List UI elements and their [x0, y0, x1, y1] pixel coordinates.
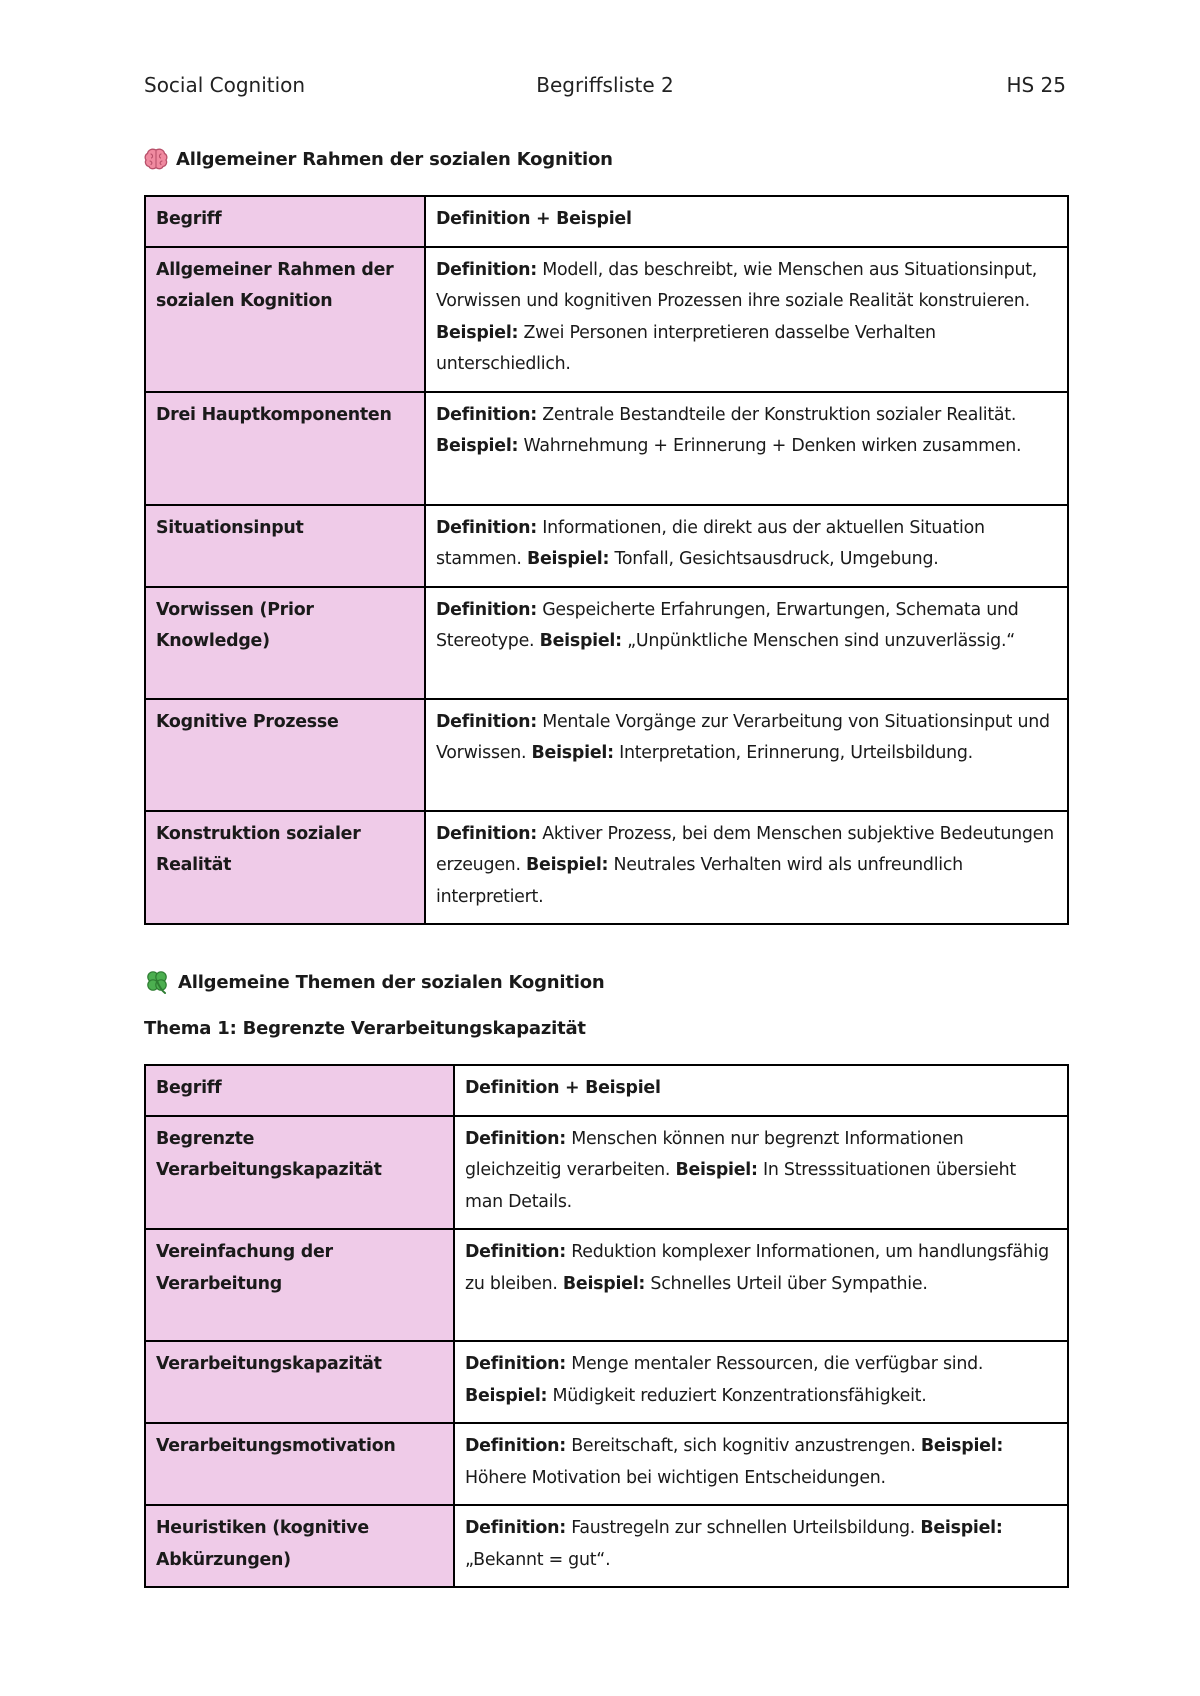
definition-text: Reduktion komplexer Informationen, um handlungsfähig zu bleiben.	[465, 1242, 1049, 1294]
definition-label: Definition:	[465, 1436, 566, 1456]
column-header-definition: Definition + Beispiel	[425, 196, 1068, 247]
definition-cell	[425, 392, 1068, 505]
definition-label: Definition:	[465, 1354, 566, 1374]
section-heading-1	[144, 148, 613, 170]
column-header-definition: Definition + Beispiel	[454, 1065, 1068, 1116]
table-row	[145, 1341, 1068, 1423]
page-header	[144, 73, 1066, 103]
example-label: Beispiel:	[920, 1436, 1004, 1456]
term-cell: Verarbeitungskapazität	[145, 1341, 454, 1423]
term-cell: Kognitive Prozesse	[145, 699, 425, 811]
example-text: In Stresssituationen übersieht man Details.	[465, 1160, 1016, 1212]
document-title: Begriffsliste 2	[536, 73, 674, 97]
definition-text: Bereitschaft, sich kognitiv anzustrengen.	[571, 1436, 916, 1456]
definition-label: Definition:	[436, 823, 537, 844]
example-text: Höhere Motivation bei wichtigen Entscheidungen.	[465, 1467, 886, 1488]
definition-cell	[425, 505, 1068, 587]
table-row	[145, 587, 1068, 699]
definition-text: Informationen, die direkt aus der aktuellen Situation stammen.	[436, 517, 985, 569]
definition-label: Definition:	[465, 1128, 566, 1149]
column-header-term: Begriff	[145, 196, 425, 247]
term-cell: Heuristiken (kognitive Abkürzungen)	[145, 1505, 454, 1587]
definition-text: Zentrale Bestandteile der Konstruktion sozialer Realität.	[542, 404, 1017, 425]
table-row	[145, 505, 1068, 587]
definition-cell	[425, 811, 1068, 925]
section-heading-2	[144, 970, 605, 994]
definition-label: Definition:	[465, 1518, 566, 1538]
definition-label: Definition:	[436, 599, 537, 620]
table-row	[145, 247, 1068, 392]
example-text: Wahrnehmung + Erinnerung + Denken wirken zusammen.	[523, 436, 1022, 456]
section-title-1: Allgemeiner Rahmen der sozialen Kognition	[176, 148, 613, 170]
example-label: Beispiel:	[465, 1385, 548, 1406]
definition-cell	[454, 1229, 1068, 1341]
definition-text: Aktiver Prozess, bei dem Menschen subjektive Bedeutungen erzeugen.	[436, 823, 1054, 875]
term-cell: Konstruktion sozialer Realität	[145, 811, 425, 925]
example-label: Beispiel:	[539, 631, 622, 651]
terms-table-2	[144, 1064, 1069, 1588]
definition-text: Mentale Vorgänge zur Verarbeitung von Situationsinput und Vorwissen.	[436, 711, 1050, 763]
definition-text: Faustregeln zur schnellen Urteilsbildung.	[571, 1518, 916, 1538]
definition-label: Definition:	[436, 404, 537, 425]
term-cell: Vorwissen (Prior Knowledge)	[145, 587, 425, 699]
table-row	[145, 811, 1068, 925]
example-label: Beispiel:	[526, 855, 609, 875]
term-cell: Drei Hauptkomponenten	[145, 392, 425, 505]
example-text: „Unpünktliche Menschen sind unzuverlässig.“	[627, 631, 1016, 651]
table-row	[145, 392, 1068, 505]
definition-label: Definition:	[436, 259, 537, 280]
definition-cell	[425, 699, 1068, 811]
definition-cell	[425, 587, 1068, 699]
example-label: Beispiel:	[531, 743, 614, 763]
table-row	[145, 1116, 1068, 1230]
example-text: Zwei Personen interpretieren dasselbe Verhalten unterschiedlich.	[436, 322, 936, 374]
example-text: Interpretation, Erinnerung, Urteilsbildung.	[619, 743, 973, 763]
term-cell: Vereinfachung der Verarbeitung	[145, 1229, 454, 1341]
terms-table-1	[144, 195, 1069, 925]
term-cell: Begrenzte Verarbeitungskapazität	[145, 1116, 454, 1230]
definition-label: Definition:	[436, 711, 537, 732]
table-row	[145, 1423, 1068, 1505]
term-cell: Situationsinput	[145, 505, 425, 587]
example-text: Müdigkeit reduziert Konzentrationsfähigkeit.	[552, 1385, 927, 1406]
term-cell: Allgemeiner Rahmen der sozialen Kognition	[145, 247, 425, 392]
brain-icon	[144, 148, 168, 170]
example-text: Schnelles Urteil über Sympathie.	[650, 1273, 928, 1294]
example-label: Beispiel:	[436, 322, 519, 343]
example-label: Beispiel:	[526, 549, 610, 569]
example-label: Beispiel:	[562, 1273, 646, 1294]
definition-cell	[425, 247, 1068, 392]
example-label: Beispiel:	[436, 436, 519, 456]
definition-text: Gespeicherte Erfahrungen, Erwartungen, Schemata und Stereotype.	[436, 599, 1019, 651]
clover-icon	[144, 970, 170, 994]
definition-text: Menge mentaler Ressourcen, die verfügbar sind.	[571, 1354, 984, 1374]
table-header-row	[145, 1065, 1068, 1116]
example-text: „Bekannt = gut“.	[465, 1549, 611, 1570]
definition-cell	[454, 1341, 1068, 1423]
table-header-row	[145, 196, 1068, 247]
table-row	[145, 699, 1068, 811]
example-label: Beispiel:	[675, 1160, 758, 1180]
definition-cell	[454, 1116, 1068, 1230]
definition-label: Definition:	[436, 517, 537, 538]
definition-cell	[454, 1423, 1068, 1505]
subsection-title: Thema 1: Begrenzte Verarbeitungskapazität	[144, 1018, 586, 1039]
table-row	[145, 1505, 1068, 1587]
definition-text: Modell, das beschreibt, wie Menschen aus Situationsinput, Vorwissen und kognitiven Prozessen ihre soziale Realität konstruieren.	[436, 259, 1038, 311]
example-label: Beispiel:	[920, 1518, 1003, 1538]
table-row	[145, 1229, 1068, 1341]
semester-label: HS 25	[1006, 73, 1066, 97]
example-text: Neutrales Verhalten wird als unfreundlich interpretiert.	[436, 855, 963, 907]
course-title: Social Cognition	[144, 73, 306, 97]
definition-text: Menschen können nur begrenzt Informationen gleichzeitig verarbeiten.	[465, 1128, 964, 1180]
column-header-term: Begriff	[145, 1065, 454, 1116]
example-text: Tonfall, Gesichtsausdruck, Umgebung.	[614, 549, 939, 569]
term-cell: Verarbeitungsmotivation	[145, 1423, 454, 1505]
definition-cell	[454, 1505, 1068, 1587]
definition-label: Definition:	[465, 1242, 566, 1262]
section-title-2: Allgemeine Themen der sozialen Kognition	[178, 971, 605, 993]
